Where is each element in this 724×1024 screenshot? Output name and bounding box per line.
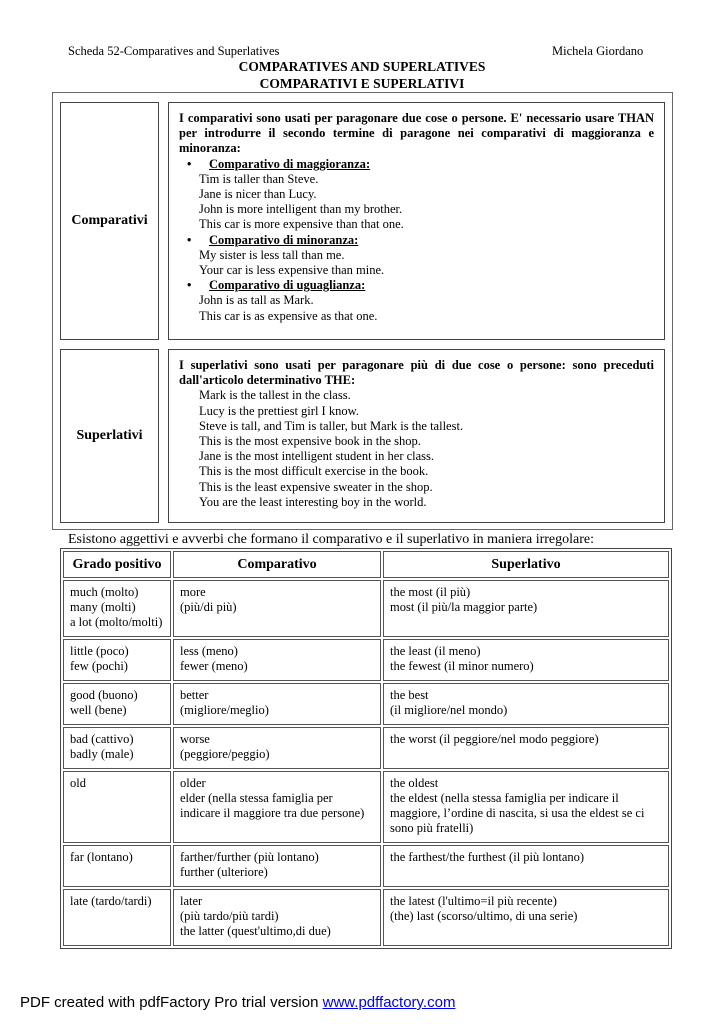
cell-line: the best <box>390 688 429 702</box>
table-cell <box>63 845 171 887</box>
example-line: My sister is less tall than me. <box>199 247 345 262</box>
table-cell <box>383 683 669 725</box>
table-cell <box>383 727 669 769</box>
table-cell <box>63 727 171 769</box>
comparativi-box <box>168 102 665 340</box>
table-cell <box>383 845 669 887</box>
cell-line: (peggiore/peggio) <box>180 747 270 761</box>
cell-line: most (il più/la maggior parte) <box>390 600 538 614</box>
table-cell <box>173 683 381 725</box>
cell-line: the farthest/the furthest (il più lontano) <box>390 850 585 864</box>
grammar-frame <box>52 92 673 530</box>
cell-line: the latter (quest'ultimo,di due) <box>180 924 331 938</box>
cell-line: badly (male) <box>70 747 134 761</box>
header-author: Michela Giordano <box>552 44 644 58</box>
cell-line: better <box>180 688 209 702</box>
column-header: Grado positivo <box>63 551 171 578</box>
maggioranza-heading: Comparativo di maggioranza <box>209 156 366 171</box>
cell-line: few (pochi) <box>70 659 128 673</box>
cell-line: fewer (meno) <box>180 659 248 673</box>
table-cell <box>173 639 381 681</box>
irregular-table <box>60 548 672 949</box>
cell-line: elder (nella stessa famiglia per indicare il maggiore tra due persone) <box>180 791 365 820</box>
table-cell <box>63 889 171 946</box>
cell-line: (più/di più) <box>180 600 237 614</box>
table-row <box>63 889 669 946</box>
table-cell <box>63 771 171 843</box>
table-cell <box>173 580 381 637</box>
example-line: Lucy is the prettiest girl I know. <box>199 403 359 418</box>
cell-line: the eldest (nella stessa famiglia per indicare il maggiore, l’ordine di nascita, si usa the eldest se ci sono più fratelli) <box>390 791 645 835</box>
table-cell <box>63 639 171 681</box>
footer-text: PDF created with pdfFactory Pro trial version <box>20 994 323 1011</box>
cell-line: more <box>180 585 206 599</box>
example-line: This car is as expensive as that one. <box>199 308 378 323</box>
cell-line: little (poco) <box>70 644 129 658</box>
cell-line: the fewest (il minor numero) <box>390 659 534 673</box>
column-header: Superlativo <box>383 551 669 578</box>
header-left: Scheda 52-Comparatives and Superlatives <box>68 44 280 58</box>
example-line: This is the most expensive book in the shop. <box>199 434 421 449</box>
example-line: This is the most difficult exercise in the book. <box>199 464 429 479</box>
example-line: Jane is the most intelligent student in her class. <box>199 449 435 464</box>
bullet-dot-icon: • <box>187 232 192 247</box>
cell-line: (il migliore/nel mondo) <box>390 703 508 717</box>
uguaglianza-heading: Comparativo di uguaglianza: <box>209 278 366 293</box>
example-line: John is more intelligent than my brother. <box>199 202 403 217</box>
superlativi-box <box>168 349 665 523</box>
footer-link[interactable]: www.pdffactory.com <box>322 994 456 1011</box>
comparativi-label: Comparativi <box>60 102 159 340</box>
table-row <box>63 845 669 887</box>
example-line: Your car is less expensive than mine. <box>199 263 385 278</box>
example-line: Steve is tall, and Tim is taller, but Mark is the tallest. <box>199 418 464 433</box>
cell-line: the least (il meno) <box>390 644 481 658</box>
example-line: This is the least expensive sweater in the shop. <box>199 479 433 494</box>
cell-line: bad (cattivo) <box>70 732 134 746</box>
example-line: Tim is taller than Steve. <box>199 171 319 186</box>
page-subtitle: COMPARATIVI E SUPERLATIVI <box>259 76 465 91</box>
table-row <box>63 771 669 843</box>
cell-line: well (bene) <box>70 703 127 717</box>
table-cell <box>173 845 381 887</box>
cell-line: the worst (il peggiore/nel modo peggiore) <box>390 732 599 746</box>
table-cell <box>63 580 171 637</box>
cell-line: (più tardo/più tardi) <box>180 909 279 923</box>
irregular-note: Esistono aggettivi e avverbi che formano il comparativo e il superlativo in maniera irregolare: <box>68 532 594 547</box>
page-title: COMPARATIVES AND SUPERLATIVES <box>238 59 486 74</box>
bullet-dot-icon: • <box>187 156 192 171</box>
bullet-dot-icon: • <box>187 278 192 293</box>
bullet-uguaglianza <box>179 278 654 293</box>
cell-line: far (lontano) <box>70 850 133 864</box>
table-row <box>63 580 669 637</box>
cell-line: farther/further (più lontano) <box>180 850 319 864</box>
cell-line: old <box>70 776 86 790</box>
table-cell <box>383 580 669 637</box>
cell-line: the oldest <box>390 776 439 790</box>
cell-line: many (molti) <box>70 600 136 614</box>
comparativi-intro: I comparativi sono usati per paragonare due cose o persone. E' necessario usare THAN per introdurre il secondo termine di paragone nei comparativi di maggioranza e minoranza: <box>179 111 654 156</box>
cell-line: late (tardo/tardi) <box>70 894 152 908</box>
table-cell <box>383 639 669 681</box>
cell-line: less (meno) <box>180 644 238 658</box>
cell-line: later <box>180 894 203 908</box>
table-cell <box>63 683 171 725</box>
table-cell <box>383 889 669 946</box>
table-row <box>63 639 669 681</box>
table-cell <box>173 771 381 843</box>
example-line: Jane is nicer than Lucy. <box>199 187 317 202</box>
bullet-minoranza <box>179 233 654 248</box>
example-line: You are the least interesting boy in the world. <box>199 494 427 509</box>
cell-line: the latest (l'ultimo=il più recente) <box>390 894 557 908</box>
cell-line: further (ulteriore) <box>180 865 268 879</box>
table-row <box>63 727 669 769</box>
table-cell <box>173 889 381 946</box>
cell-line: a lot (molto/molti) <box>70 615 163 629</box>
bullet-maggioranza: • Comparativo di maggioranza: <box>187 156 371 171</box>
cell-line: much (molto) <box>70 585 139 599</box>
table-header-row <box>63 551 669 578</box>
cell-line: good (buono) <box>70 688 138 702</box>
pdf-footer <box>20 994 455 1011</box>
cell-line: (the) last (scorso/ultimo, di una serie) <box>390 909 578 923</box>
superlativi-intro: I superlativi sono usati per paragonare più di due cose o persone: sono preceduti dall'articolo determinativo THE: <box>179 358 654 388</box>
example-line: This car is more expensive than that one. <box>199 217 404 232</box>
cell-line: older <box>180 776 206 790</box>
example-line: Mark is the tallest in the class. <box>199 388 351 403</box>
cell-line: (migliore/meglio) <box>180 703 269 717</box>
superlativi-label: Superlativi <box>60 349 159 523</box>
table-cell <box>173 727 381 769</box>
cell-line: worse <box>180 732 210 746</box>
cell-line: the most (il più) <box>390 585 471 599</box>
example-line: John is as tall as Mark. <box>199 293 314 308</box>
minoranza-heading: Comparativo di minoranza: <box>209 232 359 247</box>
table-cell <box>383 771 669 843</box>
table-row <box>63 683 669 725</box>
column-header: Comparativo <box>173 551 381 578</box>
